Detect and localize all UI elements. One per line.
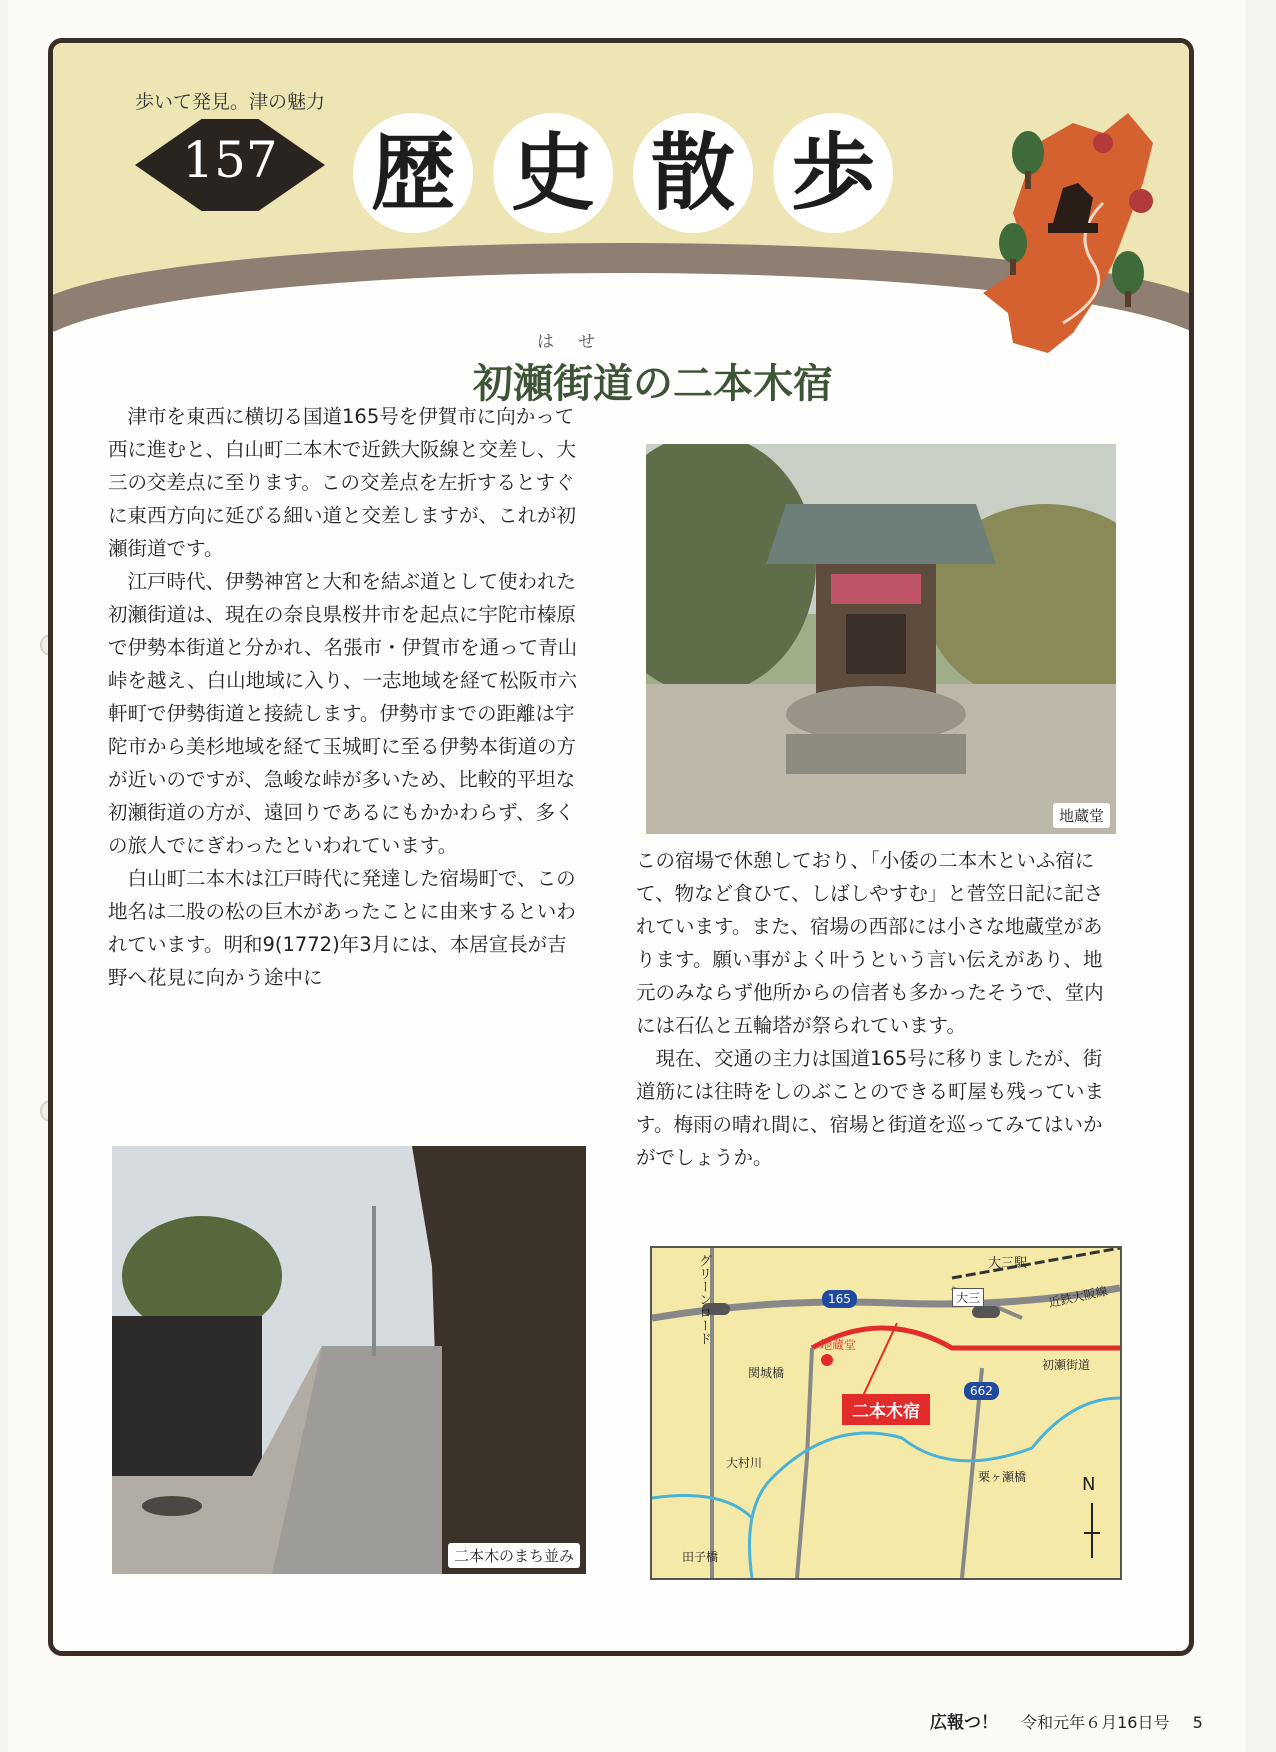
street-photo-image <box>112 1146 586 1574</box>
paragraph: この宿場で休憩しており、「小倭の二本木といふ宿にて、物など食ひて、しばしやすむ」と菅笠日記に記されています。また、宿場の西部には小さな地蔵堂があります。願い事がよく叶うという言い伝えがあり、地元のみならず他所からの信者も多かったそうで、堂内には石仏と五輪塔が祭られています。 <box>636 849 1104 1037</box>
kaido-label: 初瀬街道 <box>1042 1358 1091 1372</box>
jizo-caption: 地蔵堂 <box>1053 803 1110 828</box>
river-branch <box>652 1496 752 1519</box>
traffic-signal-icon <box>972 1306 1000 1318</box>
issue-date: 令和元年６月16日号 <box>1021 1713 1170 1732</box>
series-title-char: 散 <box>633 113 753 233</box>
title-ruby: はせ <box>537 332 619 352</box>
tsu-map-illustration <box>953 73 1183 363</box>
paragraph: 津市を東西に横切る国道165号を伊賀市に向かって西に進むと、白山町二本木で近鉄大阪線と交差し、大三の交差点に至ります。この交差点を左折するとすぐに東西方向に延びる細い道と交差しますが、これが初瀬街道です。 <box>108 405 577 560</box>
flower-icon <box>1093 133 1113 153</box>
header-banner <box>53 43 1189 313</box>
shuku-label: 二本木宿 <box>842 1394 930 1425</box>
text-column-left <box>108 400 586 994</box>
tree-icon <box>1112 251 1144 307</box>
flower-icon <box>1129 189 1153 213</box>
callout-line <box>862 1323 897 1398</box>
street-caption: 二本木のまち並み <box>448 1543 580 1568</box>
jizo-photo-image <box>646 444 1116 834</box>
article-title-block <box>393 327 913 409</box>
article-title: 初瀬街道の二本木宿 <box>473 360 833 407</box>
bridge-label: 栗ヶ瀬橋 <box>978 1470 1027 1484</box>
route-662-badge: 662 <box>964 1382 999 1400</box>
north-arrow-icon <box>1084 1503 1100 1558</box>
page-footer <box>930 1708 1203 1733</box>
paragraph: 白山町二本木は江戸時代に発達した宿場町で、この地名は二股の松の巨木があったことに由来するといわれています。明和9(1772)年3月には、本居宣長が吉野へ花見に向かう途中に <box>108 867 576 989</box>
area-map <box>650 1246 1122 1580</box>
station-label: 大三駅 <box>988 1256 1028 1271</box>
bridge-label: 田子橋 <box>682 1550 719 1564</box>
jizo-map-label: 地蔵堂 <box>820 1338 857 1352</box>
jizo-marker <box>821 1354 833 1366</box>
publication-name: 広報つ！ <box>930 1713 998 1733</box>
series-title-char: 歩 <box>773 113 893 233</box>
hase-kaido-route <box>812 1328 1120 1348</box>
jizo-photo <box>646 444 1116 834</box>
series-title <box>353 113 893 233</box>
issue-number: 157 <box>182 131 278 189</box>
tagline: 歩いて発見。津の魅力 <box>135 91 326 113</box>
bridge-label: 関城橋 <box>748 1366 785 1380</box>
route-165-badge: 165 <box>822 1290 857 1308</box>
street-photo <box>112 1146 586 1574</box>
paragraph: 現在、交通の主力は国道165号に移りましたが、街道筋には往時をしのぶことのできる町屋も残っています。梅雨の晴れ間に、宿場と街道を巡ってみてはいかがでしょうか。 <box>636 1047 1105 1169</box>
text-column-right <box>636 844 1116 1174</box>
intersection-label: 大三 <box>952 1288 984 1307</box>
river-label: 大村川 <box>726 1456 763 1470</box>
issue-number-badge <box>135 119 325 211</box>
local-road <box>797 1348 812 1578</box>
paragraph: 江戸時代、伊勢神宮と大和を結ぶ道として使われた初瀬街道は、現在の奈良県桜井市を起点に宇陀市榛原で伊勢本街道と分かれ、名張市・伊賀市を通って青山峠を越え、白山地域に入り、一志地域を経て松阪市六軒町で伊勢街道と接続します。伊勢市までの距離は宇陀市から美杉地域を経て玉城町に至る伊勢本街道の方が近いのですが、急峻な峠が多いため、比較的平坦な初瀬街道の方が、遠回りであるにもかかわらず、多くの旅人でにぎわったといわれています。 <box>108 570 578 857</box>
railway-label: 近鉄大阪線 <box>1047 1283 1109 1311</box>
series-title-char: 歴 <box>353 113 473 233</box>
page-number: 5 <box>1192 1713 1203 1732</box>
railway-line <box>952 1248 1120 1278</box>
north-label: N <box>1082 1474 1096 1495</box>
series-title-char: 史 <box>493 113 613 233</box>
green-road-label: グリーンロード <box>696 1254 711 1345</box>
